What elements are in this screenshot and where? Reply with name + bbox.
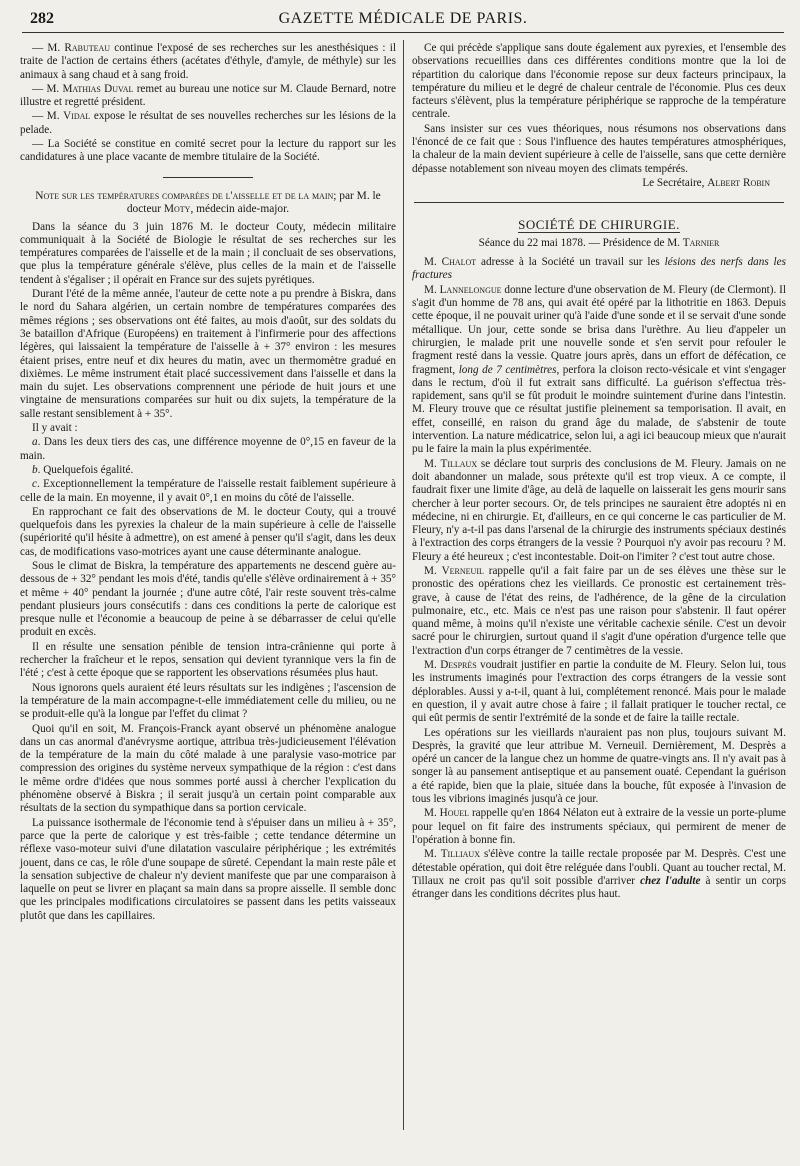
paragraph-body: Ce qui précède s'applique sans doute également aux pyrexies, et l'ensemble des observations recueillies dans ces différentes conditions montre que la loi de répartition du calorique dans l'économie repose sur deux facteurs principaux, la température du milieu et le degré de chaleur centrale de l'économie. Plus ces deux facteurs s'élèvent, plus la température périphérique se rapproche de la température centrale. (412, 42, 786, 121)
paragraph-body: Quoi qu'il en soit, M. François-Franck ayant observé un phénomène analogue dans un cas anormal d'anévrysme aortique, attribua très-judicieusement l'élévation de la température de la main du côté malade à une paralysie vaso-motrice par compression des origines du système nerveux sympathique de la région : c'est dans le même ordre d'idées que nous sommes porté aussi à chercher l'explication du phénomène observé à Biskra ; il serait jusqu'à un certain point comparable aux résultats de la section du sympathique dans sa portion cervicale. (20, 722, 396, 815)
paragraph-body: Nous ignorons quels auraient été leurs résultats sur les indigènes ; l'ascension de la température de la main accompagne-t-elle immédiatement celle du milieu, ou ne se produit-elle qu'à la longue par l'effet du climat ? (20, 681, 396, 721)
paragraph-lannelongue: M. Lannelongue donne lecture d'une observation de M. Fleury (de Clermont). Il s'agit d'un homme de 78 ans, qui avait été opéré par la lithotritie en 1863. Depuis cette époque, il ne pouvait uriner qu'à l'aide d'une sonde et il se servait d'une sonde métallique. Un jour, cette sonde se brisa dans l'urèthre. Au lieu d'appeler un chirurgien, le malade prit une nouvelle sonde et s'en servit pour refouler le fragment resté dans la vessie. Quatre jours après, dans un effort de défécation, ce fragment, long de 7 centimètres, perfora la cloison recto-vésicale et vint s'engager dans le rectum, d'où il fut extrait sans difficulté. La guérison s'effectua très-rapidement, sans qu'il se fût produit le moindre suintement d'urine dans l'intestin. M. Fleury trouve que ce résultat justifie pleinement sa temporisation. Il avait, en effet, conseillé, en raison du grand âge du malade, de s'abstenir de toute intervention. La nature médicatrice, selon lui, a agi ici beaucoup mieux que n'aurait pu le faire la main la plus expérimentée. (412, 283, 786, 456)
paragraph-despres: M. Desprès voudrait justifier en partie la conduite de M. Fleury. Selon lui, tous les instruments imaginés pour l'extraction des corps étrangers de la vessie sont déplorables. Aussi y a-t-il, quant à lui, complétement renoncé. Mais pour le malade en question, il y avait autre chose à faire ; il fallait pratiquer le toucher rectal, ce qui eût permis de sentir l'extrémité de la sonde et de faire la taille rectale. (412, 659, 786, 725)
page-header (22, 8, 784, 33)
section-separator (412, 194, 786, 207)
column-divider (403, 40, 404, 1130)
left-column (20, 42, 396, 924)
right-column (412, 42, 786, 902)
paragraph-body: En rapprochant ce fait des observations de M. le docteur Couty, qui a trouvé quelquefois dans les pyrexies la chaleur de la main supérieure à celle de l'aisselle (supériorité qu'il hésite à admettre), on est amené à penser qu'il s'agit, dans les deux cas, de modifications vaso-motrices ayant une cause déterminante analogue. (20, 505, 396, 558)
paragraph-body: Sans insister sur ces vues théoriques, nous résumons nos observations dans l'énoncé de ce fait que : Sous l'influence des hautes températures atmosphériques, la chaleur de la main devient supérieure à celle de l'aisselle, sans que cette dernière dépasse notablement son niveau moyen des climats tempérés. (412, 122, 786, 175)
journal-title: GAZETTE MÉDICALE DE PARIS. (278, 10, 528, 27)
list-item: a. Dans les deux tiers des cas, une différence moyenne de 0°,15 en faveur de la main. (20, 436, 396, 462)
paragraph-tilliaux: M. Tilliaux s'élève contre la taille rectale proposée par M. Desprès. C'est une détestable opération, qui doit être reléguée dans l'oubli. Quant au toucher rectal, M. Tillaux ne croit pas qu'il soit possible d'arriver chez l'adulte à sentir un corps étranger dans les conditions décrites plus haut. (412, 848, 786, 901)
paragraph-body: Il en résulte une sensation pénible de tension intra-crânienne qui porte à rechercher la fraîcheur et le repos, sensation qui devient tyrannique vers la fin de l'été ; c'est à cette époque que se rapportent les observations résumées plus haut. (20, 640, 396, 680)
paragraph-body: Durant l'été de la même année, l'auteur de cette note a pu prendre à Biskra, dans le nord du Sahara algérien, un certain nombre de températures comparées des mêmes régions ; ses observations ont été faites, au mois d'août, sur des soldats du 3e bataillon d'Afrique (Européens) en traitement à l'infirmerie pour des affections légères, qui laissaient la température de l'aisselle à + 37° environ : les mesures étaient prises, entre neuf et dix heures du matin, avec un thermomètre gradué en dixièmes. Le même instrument était placé successivement dans l'aisselle et dans la main du sujet. Les observations comprennent une période de huit jours et une vingtaine de mensurations comparées sur huit ou dix sujets, la température de la salle restant sensiblement à + 35°. (20, 288, 396, 420)
page-number: 282 (30, 10, 54, 27)
paragraph-rabuteau: — M. Rabuteau continue l'exposé de ses recherches sur les anesthésiques : il traite de l'action de certains éthers (acétates d'éthyle, d'amyle, de méthyle) sur les animaux à sang chaud et à sang froid. (20, 42, 396, 81)
society-heading: SOCIÉTÉ DE CHIRURGIE. (518, 216, 680, 232)
person-name: Rabuteau (64, 42, 111, 54)
person-name: Mathias Duval (62, 82, 134, 95)
paragraph-body: Les opérations sur les vieillards n'auraient pas non plus, toujours suivant M. Desprès, la gravité que leur attribue M. Verneuil. Dernièrement, M. Desprès a opéré un cancer de la langue chez un homme de quatre-vingts ans. Il n'y avait pas à songer là au pansement antiseptique et au pansement ouaté. Cependant la guérison a été rapide, bien que la plaie, située dans la bouche, fût exposée à l'invasion de tous les vibrions imaginés jusqu'à ce jour. (412, 726, 786, 806)
paragraph-comite: — La Société se constitue en comité secret pour la lecture du rapport sur les candidatures à une place vacante de membre titulaire de la Société. (20, 138, 396, 164)
section-separator (20, 169, 396, 182)
list-item: b. Quelquefois égalité. (32, 463, 134, 476)
paragraph-duval: — M. Mathias Duval remet au bureau une notice sur M. Claude Bernard, notre illustre et regretté président. (20, 82, 396, 109)
paragraph-verneuil: M. Verneuil rappelle qu'il a fait faire par un de ses élèves une thèse sur le pronostic des opérations chez les vieillards. Ce pronostic est certainement très-grave, à cause de l'état des reins, de l'adhérence, de la gêne de la circulation pulmonaire, etc., etc. Mais ce n'est pas une raison pour s'abstenir. Il faut opérer quand même, à moins qu'il n'existe une véritable cachexie sénile. C'est un devoir sacré pour le chirurgien, surtout quand il s'agit d'une opération d'urgence telle que l'extraction d'un corps étranger de 7 centimètres de la vessie. (412, 564, 786, 657)
paragraph-vidal: — M. Vidal expose le résultat de ses nouvelles recherches sur les lésions de la pelade. (20, 110, 396, 136)
person-name: Vidal (63, 110, 91, 123)
seance-line: Séance du 22 mai 1878. — Présidence de M. Tarnier (478, 236, 720, 249)
paragraph-houel: M. Houel rappelle qu'en 1864 Nélaton eut à extraire de la vessie un porte-plume pour lequel on fit faire des instruments spéciaux, qui permirent de mener de l'opération à bonne fin. (412, 807, 786, 846)
signature-line: Le Secrétaire, Albert Robin (642, 176, 770, 189)
note-heading: Note sur les températures comparées de l'aisselle et de la main; par M. le docteur Moty, médecin aide-major. (35, 189, 381, 216)
paragraph-body: Sous le climat de Biskra, la température des appartements ne descend guère au-dessous de + 32° pendant les mois d'été, tandis qu'elle s'élève ordinairement à + 35° et même + 40° pendant la journée ; d'une autre côté, l'air reste souvent très-calme pendant plusieurs jours consécutifs : dans ces conditions la perte de calorique est presque nulle et l'économie a beaucoup de peine à se débarrasser de celui qu'elle produit en excès. (20, 559, 396, 639)
paragraph-tillaux: M. Tillaux se déclare tout surpris des conclusions de M. Fleury. Jamais on ne doit abandonner un malade, sous prétexte qu'il est trop vieux. A ce compte, il faudrait fixer une limite d'âge, au delà de laquelle on laisserait les gens mourir sans chercher à leur porter secours. Or, de tels principes ne sauraient être adoptés ni en médecine, ni en chirurgie. Et, d'ailleurs, en ce qui concerne le cas particulier de M. Fleury, n'y a-t-il pas dans l'arsenal de la chirurgie des instruments spéciaux destinés à l'extraction des corps étrangers de la vessie ? Pourquoi n'y avoir pas recouru ? M. Fleury a été heureux ; c'est incontestable. Doit-on l'imiter ? c'est tout autre chose. (412, 457, 787, 563)
paragraph-body: Il y avait : (32, 422, 78, 435)
list-item: c. Exceptionnellement la température de l'aisselle restait faiblement supérieure à celle de la main. En moyenne, il y avait 0°,1 en moins du côté de l'aisselle. (20, 478, 396, 504)
paragraph-chalot: M. Chalot adresse à la Société un travail sur les lésions des nerfs dans les fractures (412, 256, 786, 282)
paragraph-body: La puissance isothermale de l'économie tend à s'épuiser dans un milieu à + 35°, parce que la perte de calorique y est très-faible ; cette tendance détermine un réflexe vaso-moteur suivi d'une dilatation vasculaire périphérique ; les extrémités jouent, dans ce cas, le rôle d'une soupape de sûreté. Cependant la main reste pâle et la sensation subjective de chaleur n'y devient manifeste que par une comparaison à laquelle on peut se livrer en plaçant sa main dans sa propre aisselle. Il semble donc que les principales modifications circulatoires se passent dans les petits vaisseaux plutôt que dans les capillaires. (20, 816, 396, 922)
paragraph-body: Dans la séance du 3 juin 1876 M. le docteur Couty, médecin militaire communiquait à la Société de Biologie le résultat de ses recherches sur les températures comparées de l'aisselle et de la main ; il concluait de ses observations, que plus la température générale s'élève, plus celles de la main et de l'aisselle tendent à s'égaliser ; il opérait en France sur des sujets pyrétiques. (20, 220, 396, 286)
